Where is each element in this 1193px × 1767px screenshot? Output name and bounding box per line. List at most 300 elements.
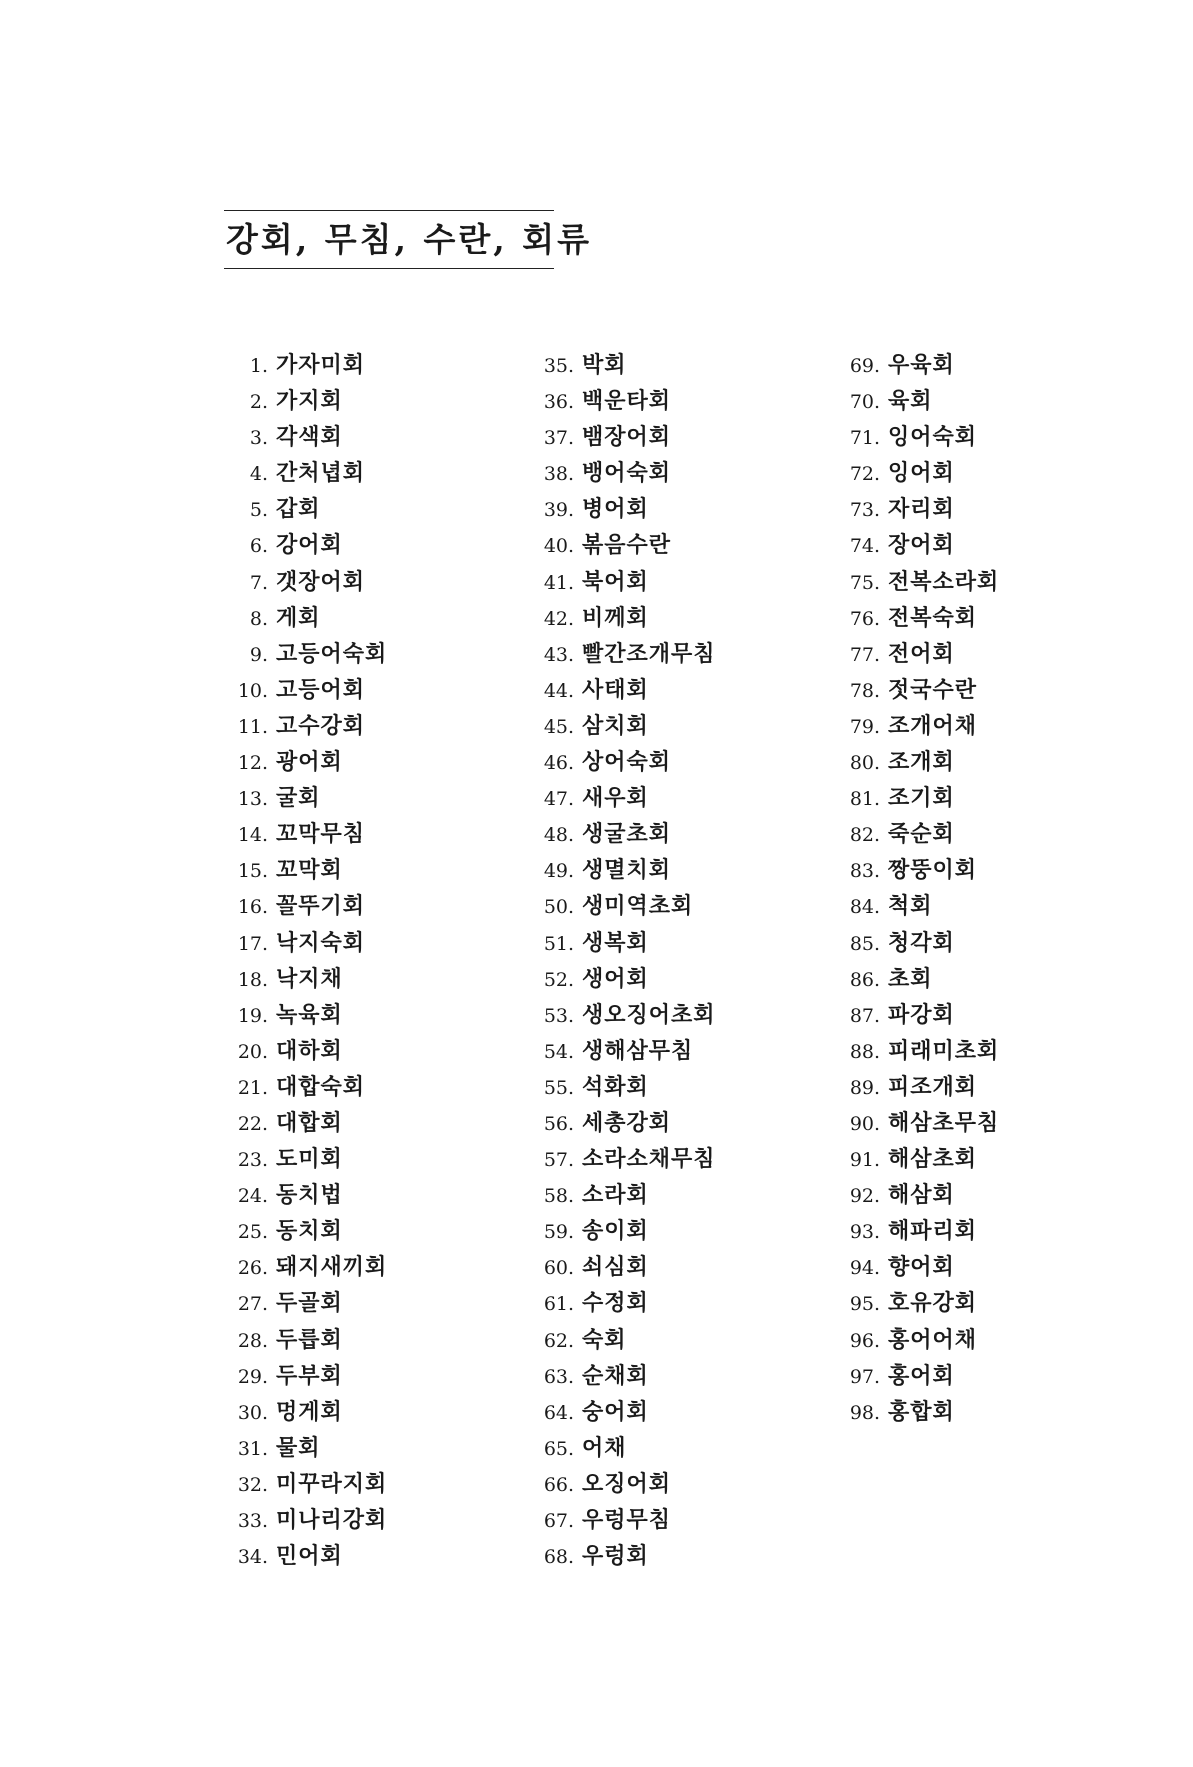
item-number-period: . — [874, 860, 881, 883]
list-item — [840, 419, 999, 455]
item-number-period: . — [874, 968, 881, 991]
item-number-period: . — [262, 1149, 269, 1172]
item-name: 박회 — [582, 352, 627, 378]
item-name: 민어회 — [276, 1543, 343, 1570]
list-item — [534, 1177, 716, 1213]
item-number: 38 — [543, 463, 568, 486]
item-name: 물회 — [276, 1434, 321, 1461]
item-number-period: . — [262, 1365, 269, 1388]
title-bottom-rule — [224, 268, 554, 269]
item-name: 꼬막무침 — [276, 821, 366, 848]
list-item — [534, 1538, 716, 1574]
item-number-period: . — [568, 752, 575, 775]
list-item — [534, 600, 716, 636]
list-item — [228, 383, 387, 419]
list-item — [228, 1322, 387, 1358]
item-number: 13 — [237, 788, 262, 811]
item-number: 10 — [237, 679, 262, 702]
item-number-period: . — [568, 535, 575, 558]
item-number: 31 — [237, 1437, 262, 1460]
list-item — [228, 1105, 387, 1141]
item-number: 90 — [849, 1112, 874, 1135]
list-item — [840, 1394, 999, 1430]
item-number: 82 — [849, 824, 874, 847]
item-name: 짱뚱이회 — [888, 857, 978, 884]
list-item — [228, 672, 387, 708]
item-name: 석화회 — [582, 1073, 649, 1100]
list-item — [840, 347, 999, 383]
list-item — [534, 1358, 716, 1394]
list-item — [840, 383, 999, 419]
item-number-period: . — [262, 1329, 269, 1352]
item-name: 굴회 — [276, 785, 321, 812]
item-number-period: . — [262, 715, 269, 738]
item-number-period: . — [568, 932, 575, 955]
list-item — [840, 1141, 999, 1177]
item-number: 43 — [543, 643, 568, 666]
item-name: 돼지새끼회 — [276, 1254, 388, 1281]
item-number-period: . — [568, 1040, 575, 1063]
list-item — [228, 455, 387, 491]
item-name: 녹육회 — [276, 1001, 343, 1028]
item-name: 수정회 — [582, 1290, 649, 1317]
item-number-period: . — [874, 752, 881, 775]
item-number-period: . — [874, 1401, 881, 1424]
item-name: 뱅어숙회 — [582, 460, 672, 487]
list-item — [228, 1502, 387, 1538]
item-number: 71 — [849, 427, 874, 450]
list-item — [534, 419, 716, 455]
item-number-period: . — [568, 968, 575, 991]
list-item — [228, 1033, 387, 1069]
item-name: 도미회 — [276, 1146, 343, 1173]
item-number-period: . — [262, 355, 269, 377]
item-number: 32 — [237, 1473, 262, 1496]
item-name: 병어회 — [582, 496, 649, 523]
item-number-period: . — [568, 1221, 575, 1244]
list-item — [534, 888, 716, 924]
item-name: 홍어회 — [888, 1362, 955, 1389]
list-item — [228, 419, 387, 455]
item-name: 상어숙회 — [582, 749, 672, 776]
item-name: 숙회 — [582, 1326, 627, 1353]
item-number: 30 — [237, 1401, 262, 1424]
item-name: 낙지채 — [276, 965, 343, 992]
page-title: 강회, 무침, 수란, 회류 — [226, 220, 592, 259]
item-number: 59 — [543, 1221, 568, 1244]
item-name: 북어회 — [582, 568, 649, 595]
item-name: 해삼초회 — [888, 1146, 978, 1173]
item-name: 홍합회 — [888, 1398, 955, 1425]
list-item — [534, 780, 716, 816]
item-number-period: . — [874, 1112, 881, 1135]
item-number-period: . — [262, 896, 269, 919]
item-number-period: . — [262, 932, 269, 955]
item-number: 26 — [237, 1257, 262, 1280]
item-name: 쇠심회 — [582, 1254, 649, 1281]
item-number-period: . — [874, 391, 881, 414]
item-number: 74 — [849, 535, 874, 558]
list-item — [228, 600, 387, 636]
list-item — [228, 347, 387, 383]
item-name: 송이회 — [582, 1218, 649, 1245]
item-number: 57 — [543, 1149, 568, 1172]
list-item — [228, 1213, 387, 1249]
list-item — [840, 636, 999, 672]
item-number: 21 — [237, 1076, 262, 1099]
item-number: 54 — [543, 1040, 568, 1063]
list-item — [840, 708, 999, 744]
item-number: 46 — [543, 752, 568, 775]
item-name: 소라회 — [582, 1182, 649, 1209]
item-number: 16 — [237, 896, 262, 919]
item-name: 조개회 — [888, 749, 955, 776]
item-name: 삼치회 — [582, 712, 649, 739]
list-item — [840, 672, 999, 708]
list-item — [228, 997, 387, 1033]
item-number: 65 — [543, 1437, 568, 1460]
item-number: 70 — [849, 391, 874, 414]
item-name: 갯장어회 — [276, 568, 366, 595]
item-number-period: . — [874, 1076, 881, 1099]
item-name: 대하회 — [276, 1037, 343, 1064]
list-item — [228, 527, 387, 563]
list-item — [228, 780, 387, 816]
list-item — [534, 1069, 716, 1105]
list-item — [840, 1105, 999, 1141]
item-name: 고등어숙회 — [276, 640, 388, 667]
item-number-period: . — [262, 1040, 269, 1063]
item-name: 게회 — [276, 604, 321, 631]
list-item — [534, 1141, 716, 1177]
item-number-period: . — [262, 1510, 269, 1532]
list-item — [840, 455, 999, 491]
list-item — [228, 1069, 387, 1105]
list-item — [840, 600, 999, 636]
item-number: 86 — [849, 968, 874, 991]
item-number: 58 — [543, 1185, 568, 1208]
item-name: 자리회 — [888, 496, 955, 523]
item-number-period: . — [568, 607, 575, 630]
list-item — [534, 491, 716, 527]
item-name: 우렁무침 — [582, 1507, 672, 1533]
item-number: 76 — [849, 607, 874, 630]
list-item — [840, 1285, 999, 1321]
list-item — [228, 1249, 387, 1285]
item-number: 6 — [249, 535, 262, 558]
item-name: 죽순회 — [888, 821, 955, 848]
item-number: 11 — [237, 715, 262, 738]
list-item — [534, 1394, 716, 1430]
item-name: 두부회 — [276, 1362, 343, 1389]
item-number: 98 — [849, 1401, 874, 1424]
item-number-period: . — [874, 1293, 881, 1316]
item-number-period: . — [568, 860, 575, 883]
item-number: 4 — [249, 463, 262, 486]
list-item — [228, 961, 387, 997]
item-number-period: . — [568, 715, 575, 738]
item-number-period: . — [568, 1112, 575, 1135]
list-item — [840, 997, 999, 1033]
item-number: 66 — [543, 1473, 568, 1496]
item-number-period: . — [874, 1185, 881, 1208]
item-number: 61 — [543, 1293, 568, 1316]
item-number-period: . — [568, 679, 575, 702]
item-name: 미나리강회 — [276, 1507, 388, 1533]
item-name: 생해삼무침 — [582, 1037, 694, 1064]
item-name: 새우회 — [582, 785, 649, 812]
item-name: 숭어회 — [582, 1398, 649, 1425]
item-number: 49 — [543, 860, 568, 883]
item-number-period: . — [262, 1437, 269, 1460]
list-item — [228, 925, 387, 961]
list-item — [534, 852, 716, 888]
item-name: 뱀장어회 — [582, 424, 672, 451]
item-number-period: . — [262, 571, 269, 594]
list-item — [840, 1358, 999, 1394]
item-number-period: . — [262, 1401, 269, 1424]
list-item — [840, 925, 999, 961]
list-item — [840, 816, 999, 852]
list-item — [228, 816, 387, 852]
item-name: 척회 — [888, 893, 933, 920]
item-number: 53 — [543, 1004, 568, 1027]
item-number: 67 — [543, 1510, 568, 1532]
list-item — [228, 1538, 387, 1574]
item-name: 우육회 — [888, 352, 955, 378]
list-item — [228, 1466, 387, 1502]
item-number: 37 — [543, 427, 568, 450]
list-item — [534, 1249, 716, 1285]
item-number-period: . — [874, 715, 881, 738]
list-item — [534, 816, 716, 852]
item-name: 간처녑회 — [276, 460, 366, 487]
item-name: 전복숙회 — [888, 604, 978, 631]
list-item — [534, 1466, 716, 1502]
item-number: 24 — [237, 1185, 262, 1208]
item-number-period: . — [568, 499, 575, 522]
list-item — [534, 1285, 716, 1321]
item-number-period: . — [874, 1365, 881, 1388]
list-item — [228, 1430, 387, 1466]
item-name: 생멸치회 — [582, 857, 672, 884]
item-number-period: . — [262, 499, 269, 522]
item-number-period: . — [568, 1185, 575, 1208]
item-number-period: . — [568, 1437, 575, 1460]
item-number-period: . — [262, 463, 269, 486]
item-number: 42 — [543, 607, 568, 630]
item-name: 홍어어채 — [888, 1326, 978, 1353]
item-number: 19 — [237, 1004, 262, 1027]
item-number-period: . — [262, 1004, 269, 1027]
list-item — [228, 564, 387, 600]
item-name: 각색회 — [276, 424, 343, 451]
item-name: 생굴초회 — [582, 821, 672, 848]
item-number-period: . — [262, 968, 269, 991]
item-number-period: . — [874, 355, 881, 377]
item-number-period: . — [568, 824, 575, 847]
item-number-period: . — [874, 535, 881, 558]
item-number-period: . — [874, 499, 881, 522]
list-item — [840, 1249, 999, 1285]
item-number: 72 — [849, 463, 874, 486]
list-item — [228, 1358, 387, 1394]
item-number: 45 — [543, 715, 568, 738]
item-name: 고수강회 — [276, 712, 366, 739]
item-number: 2 — [249, 391, 262, 414]
item-number-period: . — [262, 643, 269, 666]
item-number-period: . — [262, 788, 269, 811]
item-number: 39 — [543, 499, 568, 522]
item-number: 63 — [543, 1365, 568, 1388]
item-number: 50 — [543, 896, 568, 919]
item-number: 44 — [543, 679, 568, 702]
list-item — [534, 744, 716, 780]
item-number: 41 — [543, 571, 568, 594]
item-name: 생오징어초회 — [582, 1001, 716, 1028]
item-number-period: . — [568, 1473, 575, 1496]
item-number: 22 — [237, 1112, 262, 1135]
item-name: 소라소채무침 — [582, 1146, 716, 1173]
item-name: 멍게회 — [276, 1398, 343, 1425]
item-number-period: . — [262, 607, 269, 630]
item-number-period: . — [874, 788, 881, 811]
list-item — [534, 1105, 716, 1141]
item-name: 초회 — [888, 965, 933, 992]
list-item — [534, 961, 716, 997]
list-item — [534, 708, 716, 744]
item-name: 피래미초회 — [888, 1037, 1000, 1064]
item-number: 51 — [543, 932, 568, 955]
list-item — [534, 997, 716, 1033]
item-number: 75 — [849, 571, 874, 594]
item-name: 순채회 — [582, 1362, 649, 1389]
item-number-period: . — [874, 896, 881, 919]
item-name: 고등어회 — [276, 676, 366, 703]
item-name: 두릅회 — [276, 1326, 343, 1353]
item-number-period: . — [262, 1257, 269, 1280]
item-number-period: . — [262, 752, 269, 775]
section-header — [224, 210, 592, 269]
item-name: 젓국수란 — [888, 676, 978, 703]
item-number: 60 — [543, 1257, 568, 1280]
item-name: 세총강회 — [582, 1109, 672, 1136]
item-name: 오징어회 — [582, 1470, 672, 1497]
item-number-period: . — [568, 1546, 575, 1569]
list-item — [228, 1394, 387, 1430]
item-number: 34 — [237, 1546, 262, 1569]
item-name: 사태회 — [582, 676, 649, 703]
item-name: 해삼회 — [888, 1182, 955, 1209]
item-number: 47 — [543, 788, 568, 811]
item-name: 낙지숙회 — [276, 929, 366, 956]
list-item — [534, 1322, 716, 1358]
item-name: 청각회 — [888, 929, 955, 956]
item-number-period: . — [262, 1473, 269, 1496]
item-number-period: . — [568, 427, 575, 450]
item-name: 가지회 — [276, 388, 343, 415]
item-name: 장어회 — [888, 532, 955, 559]
item-name: 전복소라회 — [888, 568, 1000, 595]
item-number: 3 — [249, 427, 262, 450]
list-item — [228, 1141, 387, 1177]
item-number: 92 — [849, 1185, 874, 1208]
item-number: 36 — [543, 391, 568, 414]
item-number: 68 — [543, 1546, 568, 1569]
item-number: 88 — [849, 1040, 874, 1063]
list-item — [534, 1430, 716, 1466]
list-item — [534, 455, 716, 491]
list-item — [228, 636, 387, 672]
item-name: 두골회 — [276, 1290, 343, 1317]
item-number: 84 — [849, 896, 874, 919]
item-number-period: . — [568, 391, 575, 414]
item-number-period: . — [874, 1040, 881, 1063]
item-number: 96 — [849, 1329, 874, 1352]
item-number-period: . — [262, 679, 269, 702]
list-item — [840, 961, 999, 997]
item-number: 69 — [849, 355, 874, 377]
item-name: 광어회 — [276, 749, 343, 776]
item-number: 95 — [849, 1293, 874, 1316]
item-name: 향어회 — [888, 1254, 955, 1281]
item-name: 생미역초회 — [582, 893, 694, 920]
item-number-period: . — [568, 1149, 575, 1172]
item-number: 33 — [237, 1510, 262, 1532]
item-number: 15 — [237, 860, 262, 883]
item-number-period: . — [568, 643, 575, 666]
item-number: 89 — [849, 1076, 874, 1099]
item-number-period: . — [568, 1293, 575, 1316]
item-number: 93 — [849, 1221, 874, 1244]
item-number-period: . — [874, 1004, 881, 1027]
item-number: 40 — [543, 535, 568, 558]
item-number: 14 — [237, 824, 262, 847]
item-name: 갑회 — [276, 496, 321, 523]
list-item — [840, 852, 999, 888]
list-item — [534, 1213, 716, 1249]
item-number: 79 — [849, 715, 874, 738]
item-number-period: . — [568, 1329, 575, 1352]
item-name: 대합회 — [276, 1109, 343, 1136]
item-number: 9 — [249, 643, 262, 666]
list-item — [228, 1285, 387, 1321]
item-number-period: . — [568, 788, 575, 811]
item-number-period: . — [874, 1149, 881, 1172]
item-number: 94 — [849, 1257, 874, 1280]
item-number: 87 — [849, 1004, 874, 1027]
list-item — [534, 347, 716, 383]
item-number: 8 — [249, 607, 262, 630]
item-number-period: . — [262, 1546, 269, 1569]
item-number: 7 — [249, 571, 262, 594]
item-name: 꼬막회 — [276, 857, 343, 884]
item-number-period: . — [874, 607, 881, 630]
item-number: 78 — [849, 679, 874, 702]
item-number-period: . — [874, 932, 881, 955]
item-number: 27 — [237, 1293, 262, 1316]
item-number-period: . — [874, 427, 881, 450]
item-number: 20 — [237, 1040, 262, 1063]
item-name: 호유강회 — [888, 1290, 978, 1317]
item-number: 64 — [543, 1401, 568, 1424]
item-number: 80 — [849, 752, 874, 775]
item-number: 17 — [237, 932, 262, 955]
item-number-period: . — [874, 463, 881, 486]
item-number: 18 — [237, 968, 262, 991]
item-number: 12 — [237, 752, 262, 775]
list-item — [228, 744, 387, 780]
